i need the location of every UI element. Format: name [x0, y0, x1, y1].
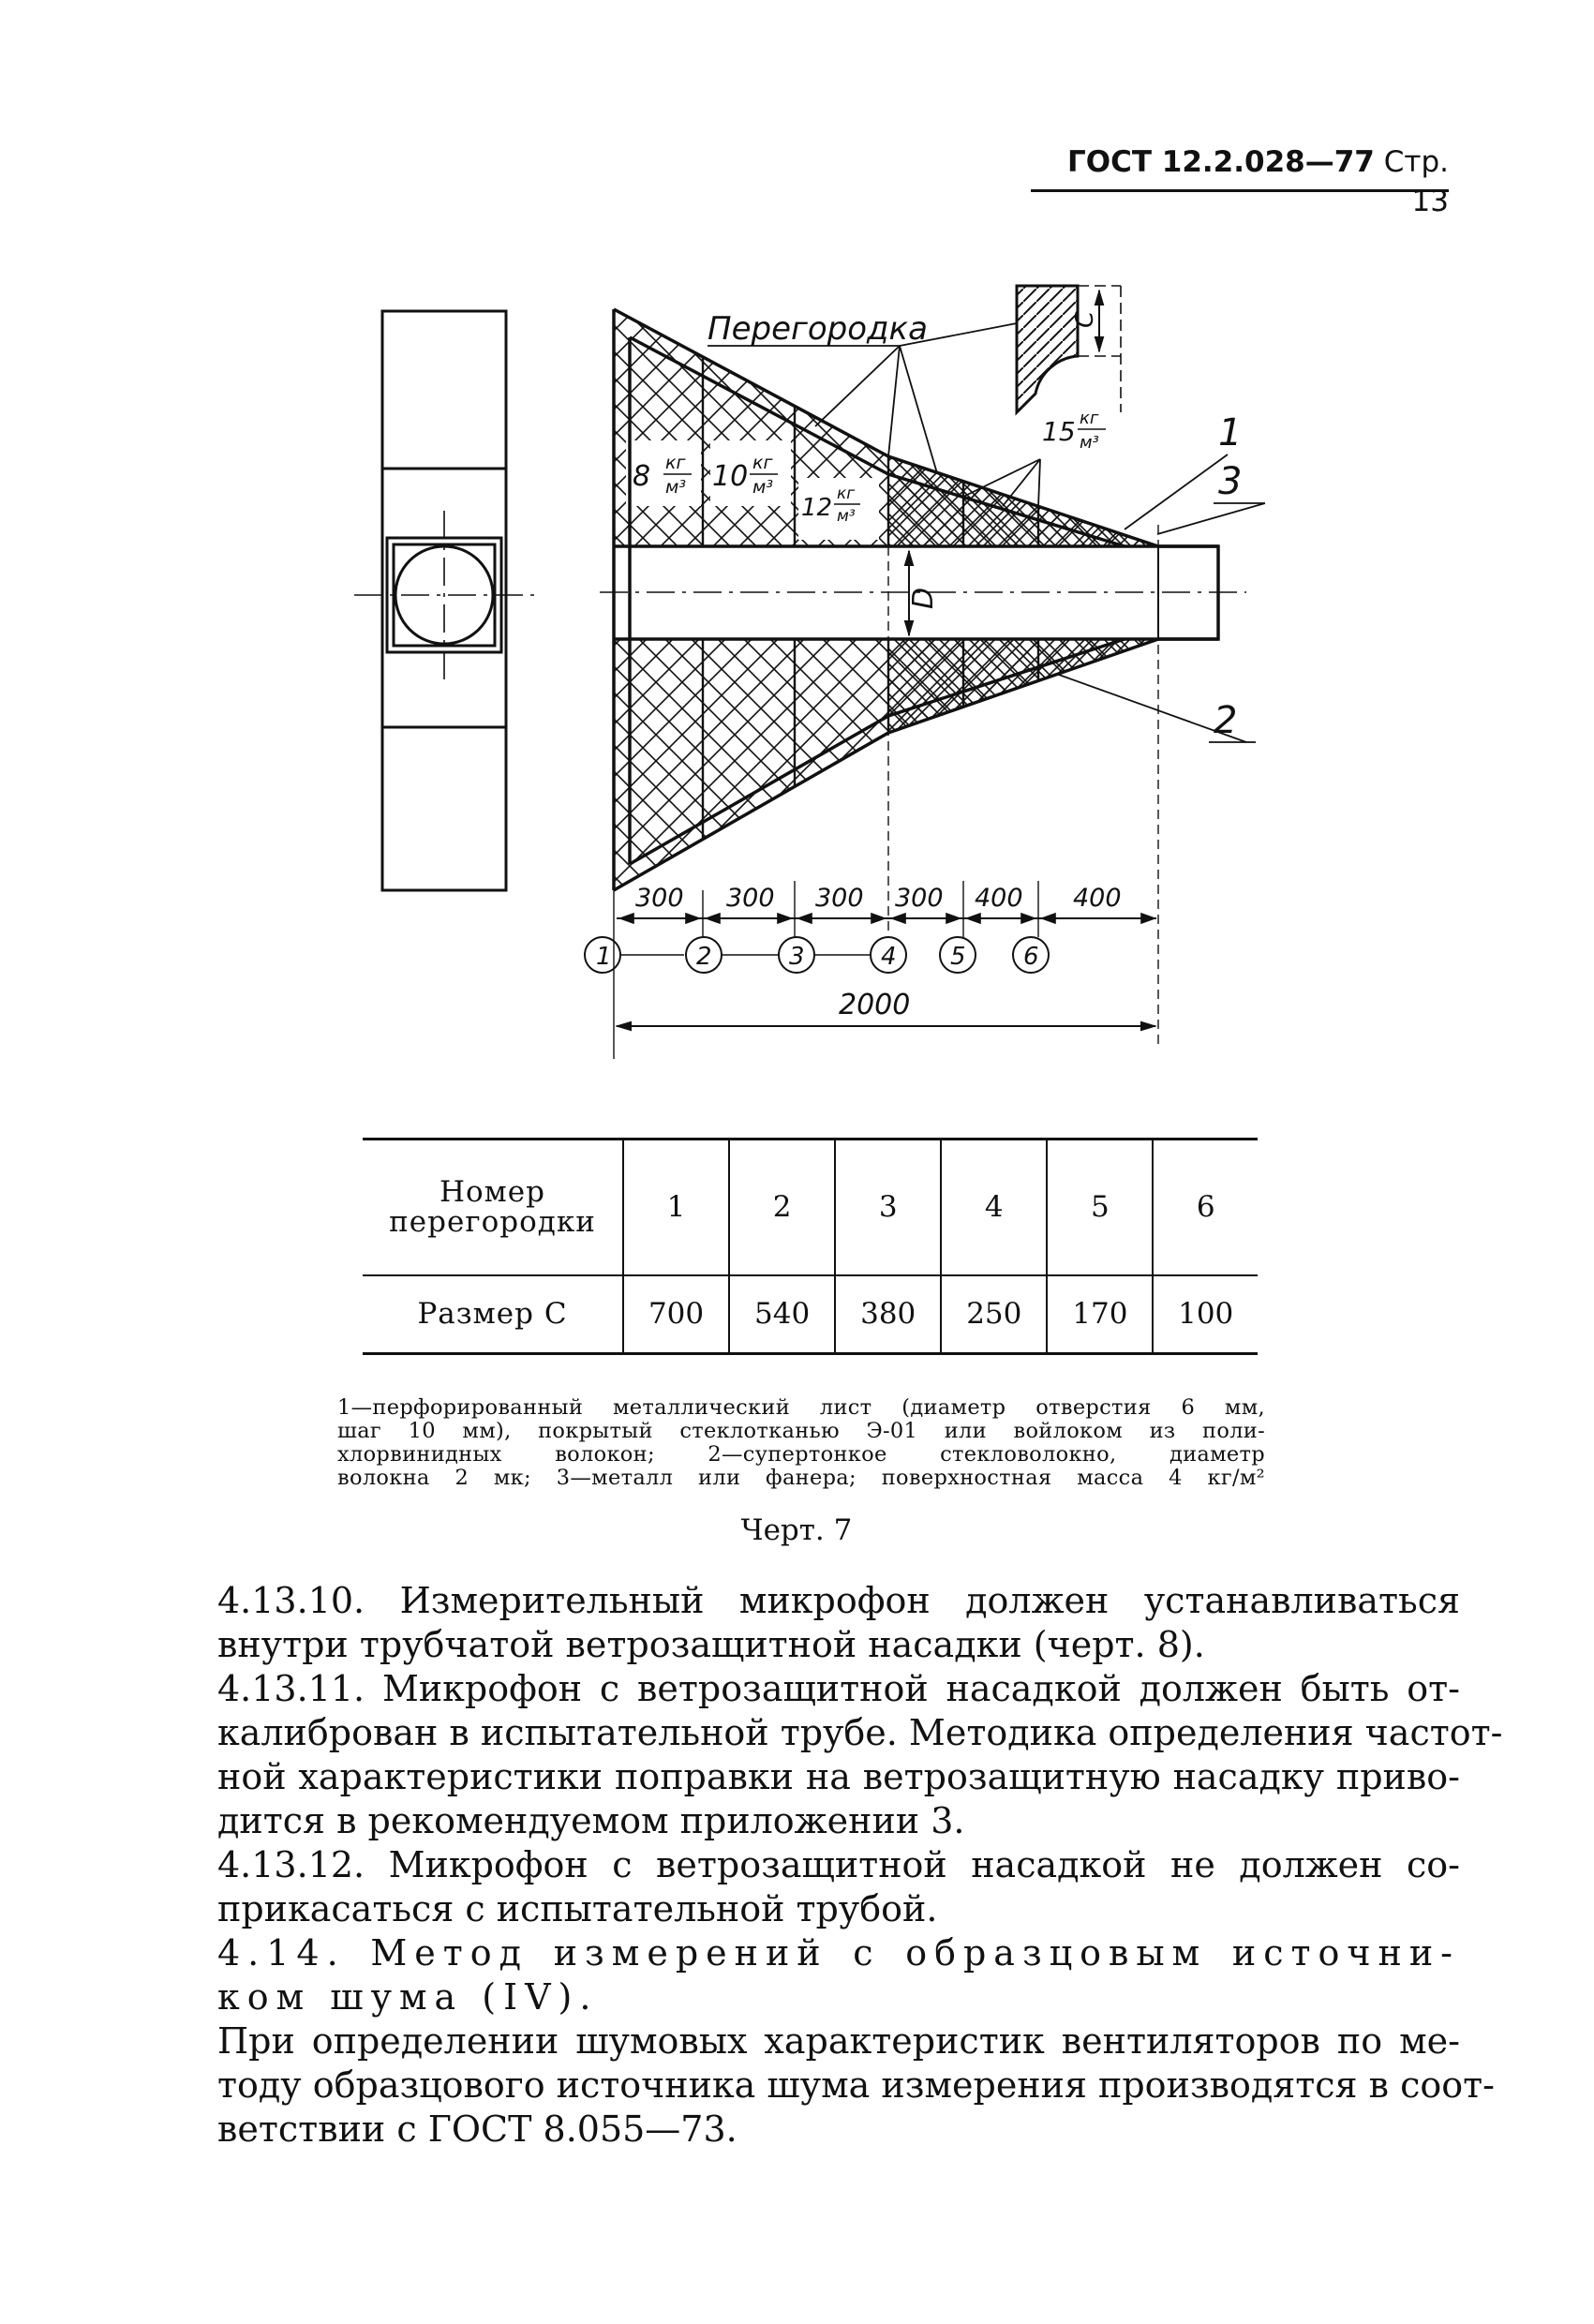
table-cell: 3 — [835, 1140, 941, 1275]
legend-line: хлорвинидных волокон; 2—супертонкое стекловолокно, диаметр — [337, 1442, 1265, 1467]
legend-line: шаг 10 мм), покрытый стеклотканью Э-01 или войлоком из поли- — [337, 1419, 1265, 1443]
svg-text:кг: кг — [837, 484, 856, 503]
svg-text:300: 300 — [726, 884, 775, 913]
paragraph-line: 4.13.11. Микрофон с ветрозащитной насадкой должен быть от- — [217, 1668, 1460, 1709]
legend-line: волокна 2 мк; 3—металл или фанера; поверхностная масса 4 кг/м² — [337, 1466, 1265, 1490]
svg-text:кг: кг — [1080, 409, 1099, 428]
paragraph-line: прикасаться с испытательной трубой. — [217, 1888, 938, 1929]
partition-table — [363, 1138, 1258, 1355]
paragraph-line: калиброван в испытательной трубе. Методика определения частот- — [217, 1712, 1503, 1753]
technical-drawing — [0, 0, 1594, 1125]
table-cell: 5 — [1047, 1140, 1153, 1275]
page-number: Стр. 13 — [1383, 145, 1449, 218]
svg-text:3: 3 — [789, 943, 805, 971]
svg-text:м³: м³ — [752, 477, 773, 498]
partition-numbers — [596, 943, 1039, 971]
svg-text:кг: кг — [665, 453, 686, 473]
table-cell: 1 — [623, 1140, 729, 1275]
table-cell: 250 — [941, 1275, 1047, 1354]
section-heading: 4.14. Метод измерений с образцовым источни- — [217, 1932, 1460, 1974]
table-cell: 4 — [941, 1140, 1047, 1275]
table-header-cell: Номер перегородки — [363, 1140, 623, 1275]
label-partition: Перегородка — [708, 310, 928, 348]
table-row — [363, 1140, 1258, 1275]
total-dim: 2000 — [839, 989, 911, 1021]
paragraph-line: тоду образцового источника шума измерения производятся в соот- — [217, 2064, 1495, 2106]
svg-text:300: 300 — [895, 884, 944, 913]
label-c: С — [1071, 310, 1099, 328]
body-text — [217, 1579, 1503, 2152]
paragraph-line: 4.13.10. Измерительный микрофон должен устанавливаться — [217, 1580, 1460, 1621]
svg-text:2: 2 — [696, 943, 712, 971]
figure-legend — [337, 1396, 1265, 1490]
svg-text:кг: кг — [752, 453, 773, 473]
svg-text:300: 300 — [815, 884, 864, 913]
svg-text:6: 6 — [1023, 943, 1039, 971]
callout-3: 3 — [1218, 460, 1243, 503]
table-cell: 2 — [729, 1140, 835, 1275]
standard-number: ГОСТ 12.2.028—77 — [1066, 145, 1375, 179]
detail-partition-section — [1017, 286, 1121, 412]
table-cell: 380 — [835, 1275, 941, 1354]
side-view — [354, 311, 534, 890]
table-row — [363, 1275, 1258, 1354]
svg-text:5: 5 — [950, 943, 966, 971]
svg-text:15: 15 — [1042, 416, 1076, 447]
svg-text:м³: м³ — [1080, 433, 1099, 453]
segment-dims — [635, 884, 1122, 913]
table-cell: 100 — [1153, 1275, 1258, 1354]
paragraph-line: При определении шумовых характеристик вентиляторов по ме- — [217, 2020, 1460, 2062]
section-heading: ком шума (IV). — [217, 1976, 599, 2018]
svg-text:8: 8 — [633, 460, 651, 493]
svg-text:1: 1 — [596, 943, 612, 971]
svg-text:м³: м³ — [665, 477, 686, 498]
label-d: D — [907, 587, 940, 609]
svg-text:12: 12 — [801, 494, 833, 522]
table-header-cell: Размер C — [363, 1275, 623, 1354]
svg-text:400: 400 — [1073, 884, 1122, 913]
figure-caption: Черт. 7 — [740, 1513, 853, 1547]
svg-text:10: 10 — [712, 460, 749, 493]
table-cell: 170 — [1047, 1275, 1153, 1354]
svg-text:м³: м³ — [837, 507, 856, 526]
density-label-15 — [1042, 409, 1106, 453]
table-cell: 6 — [1153, 1140, 1258, 1275]
paragraph-line: ной характеристики поправки на ветрозащитную насадку приво- — [217, 1756, 1460, 1797]
svg-text:400: 400 — [975, 884, 1023, 913]
callout-2: 2 — [1214, 699, 1238, 742]
paragraph-line: 4.13.12. Микрофон с ветрозащитной насадкой не должен со- — [217, 1844, 1460, 1885]
svg-text:300: 300 — [635, 884, 684, 913]
paragraph-line: дится в рекомендуемом приложении 3. — [217, 1800, 965, 1841]
svg-text:4: 4 — [881, 943, 897, 971]
table-cell: 700 — [623, 1275, 729, 1354]
legend-line: 1—перфорированный металлический лист (диаметр отверстия 6 мм, — [337, 1395, 1265, 1420]
table-cell: 540 — [729, 1275, 835, 1354]
paragraph-line: внутри трубчатой ветрозащитной насадки (черт. 8). — [217, 1624, 1205, 1665]
paragraph-line: ветствии с ГОСТ 8.055—73. — [217, 2108, 737, 2150]
callout-1: 1 — [1218, 411, 1243, 454]
